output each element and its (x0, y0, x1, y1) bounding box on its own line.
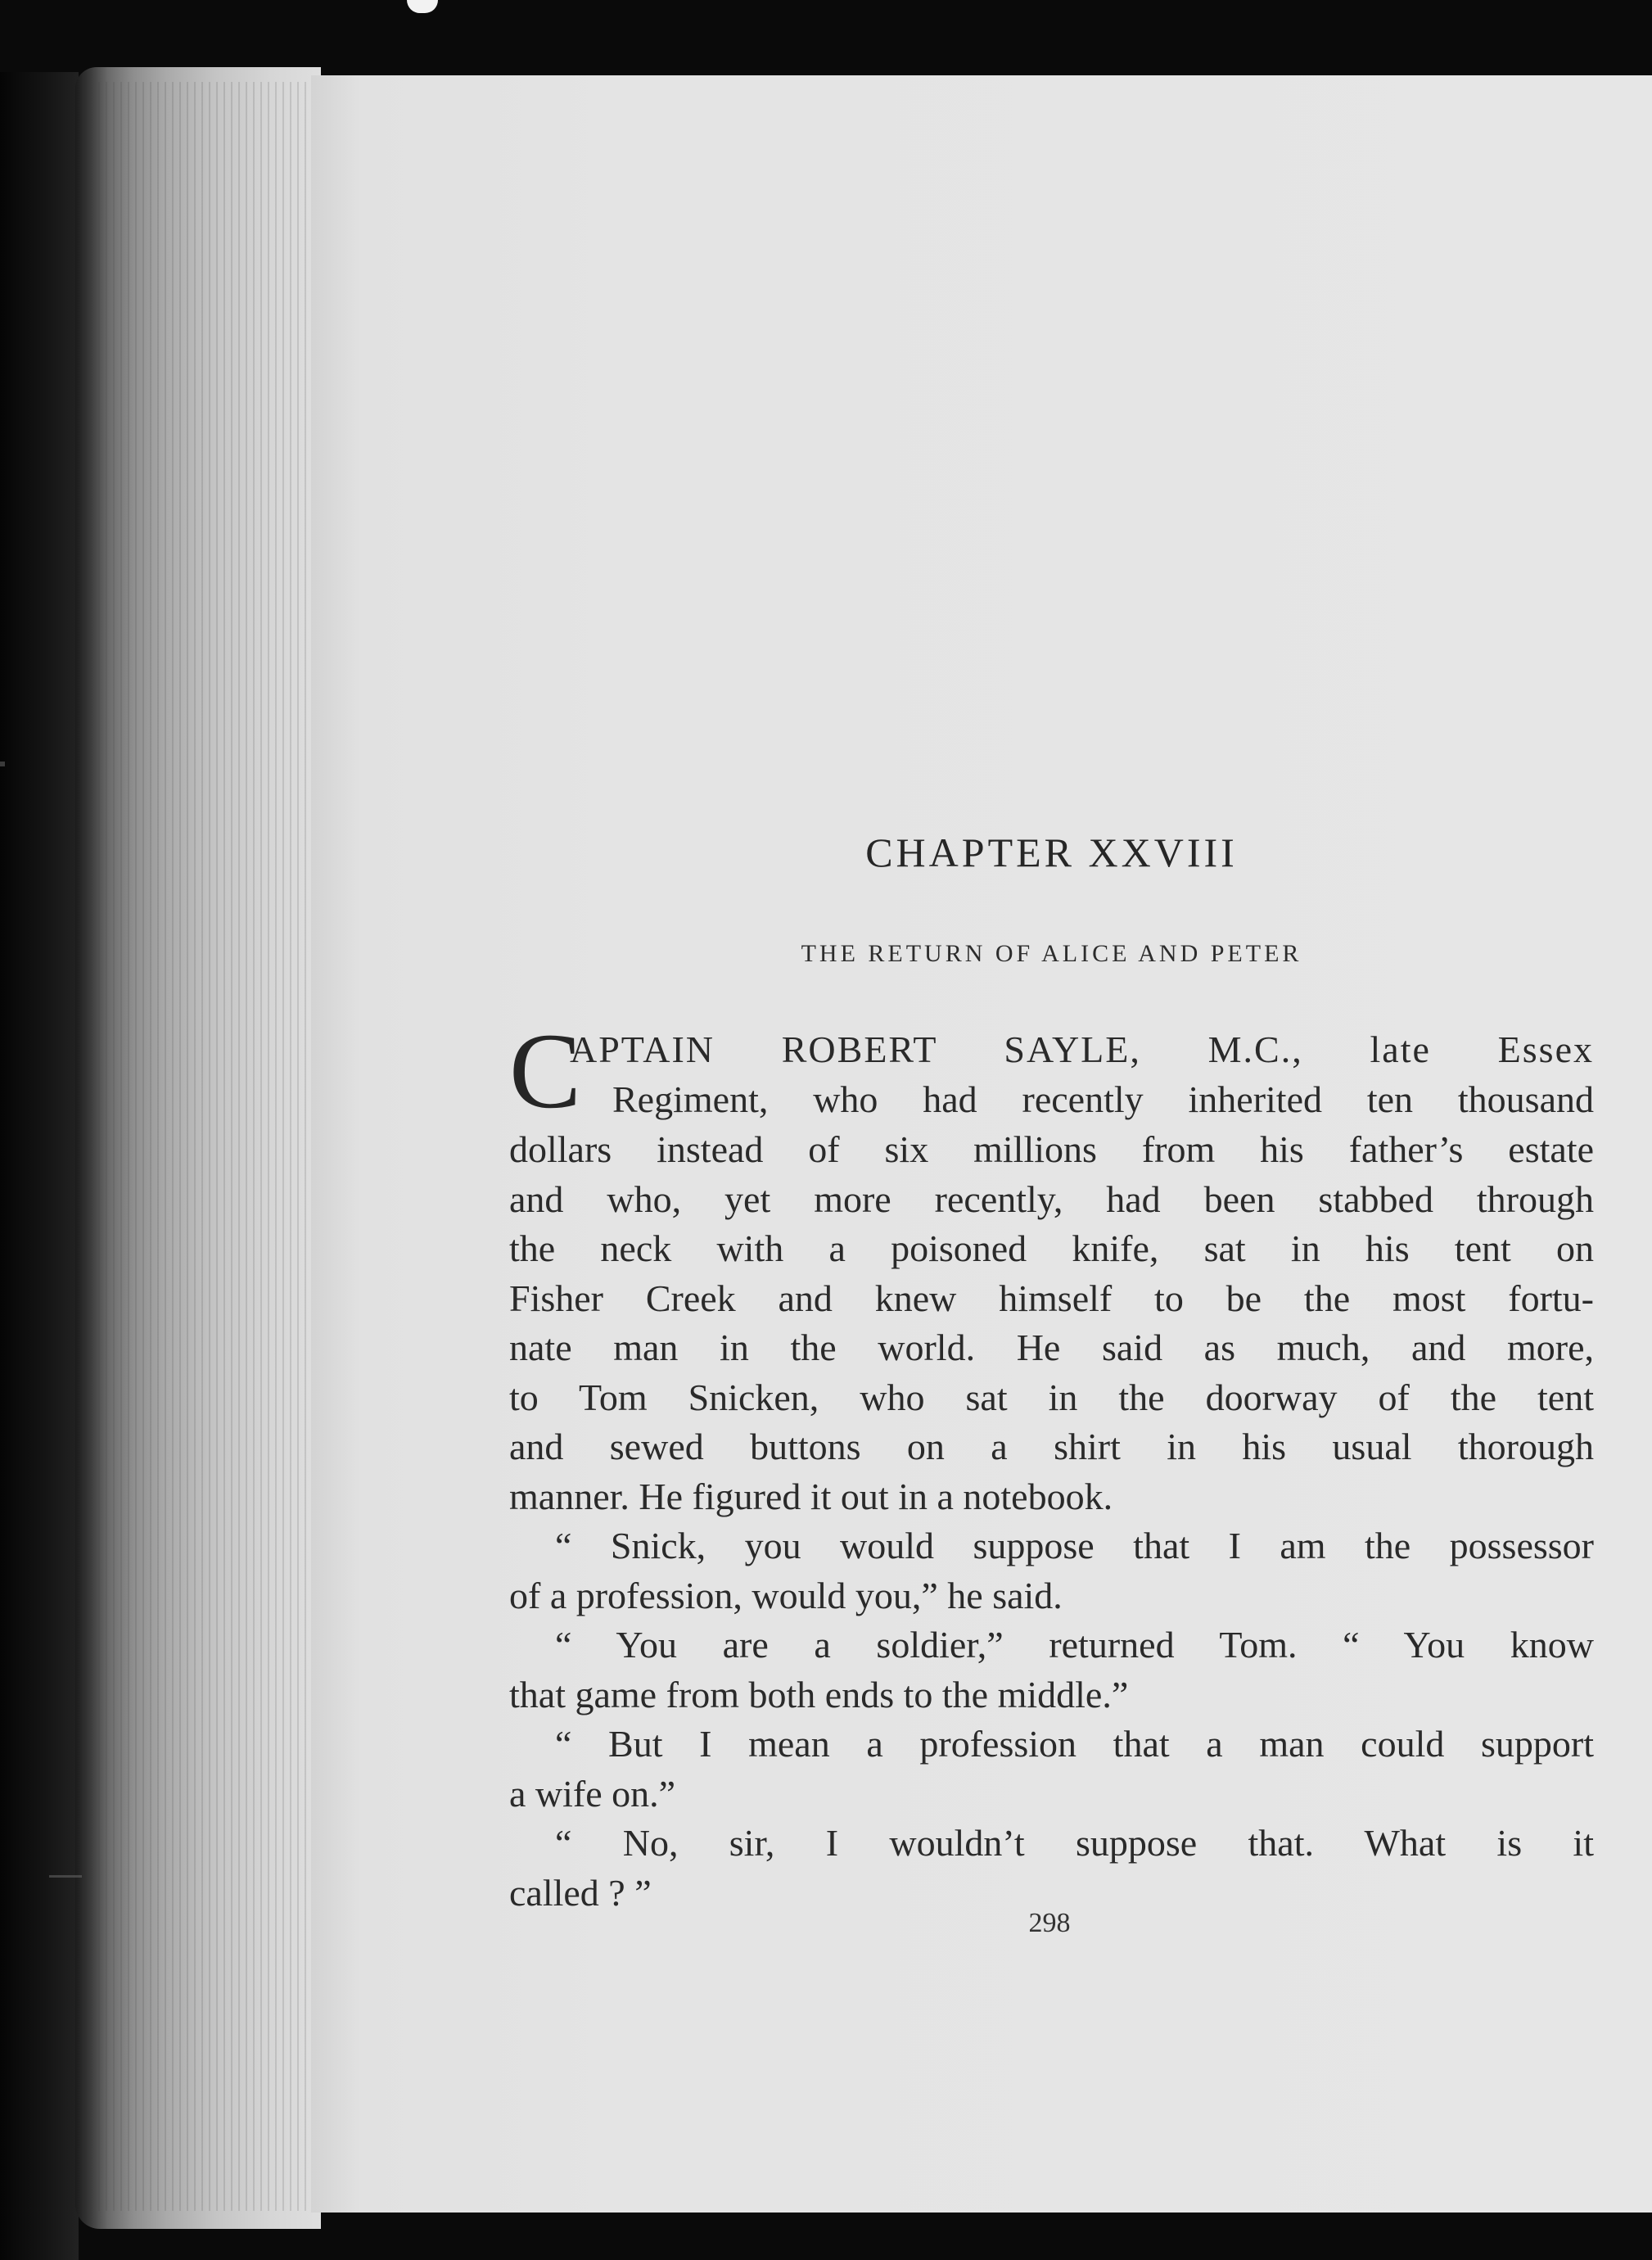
text-line: and who, yet more recently, had been stabbed through (509, 1177, 1594, 1220)
text-line: dollars instead of six millions from his father’s estate (509, 1128, 1594, 1170)
page-number: 298 (1028, 1908, 1071, 1938)
text-line: Fisher Creek and knew himself to be the most fortu- (509, 1277, 1594, 1319)
chapter-subtitle: THE RETURN OF ALICE AND PETER (801, 940, 1302, 967)
scan-scratch (0, 762, 5, 766)
drop-cap: C (509, 1010, 582, 1131)
text-line: of a profession, would you,” he said. (509, 1574, 1063, 1616)
chapter-title: CHAPTER XXVIII (865, 829, 1238, 875)
text-line: “ Snick, you would suppose that I am the possessor (555, 1525, 1594, 1566)
page-edge-lines (98, 82, 319, 2211)
body-text (509, 1125, 1594, 1918)
text-line: that game from both ends to the middle.” (509, 1673, 1129, 1715)
text-line: to Tom Snicken, who sat in the doorway of the tent (509, 1376, 1594, 1418)
text-line: a wife on.” (509, 1772, 676, 1815)
text-line: “ You are a soldier,” returned Tom. “ You know (555, 1624, 1594, 1666)
text-line: the neck with a poisoned knife, sat in his tent on (509, 1227, 1594, 1269)
book-spine-shadow (0, 0, 79, 2260)
text-line: “ But I mean a profession that a man could support (555, 1723, 1594, 1765)
text-line: and sewed buttons on a shirt in his usual thorough (509, 1426, 1594, 1467)
text-line: APTAIN ROBERT SAYLE, M.C., late Essex (570, 1028, 1594, 1070)
top-border (0, 0, 1652, 72)
text-line: manner. He figured it out in a notebook. (509, 1475, 1113, 1517)
text-line: called ? ” (509, 1871, 652, 1914)
text-line: nate man in the world. He said as much, and more, (509, 1327, 1594, 1368)
scan-scratch (49, 1875, 82, 1878)
text-line: “ No, sir, I wouldn’t suppose that. What is it (555, 1822, 1594, 1864)
text-line: Regiment, who had recently inherited ten thousand (612, 1078, 1594, 1120)
